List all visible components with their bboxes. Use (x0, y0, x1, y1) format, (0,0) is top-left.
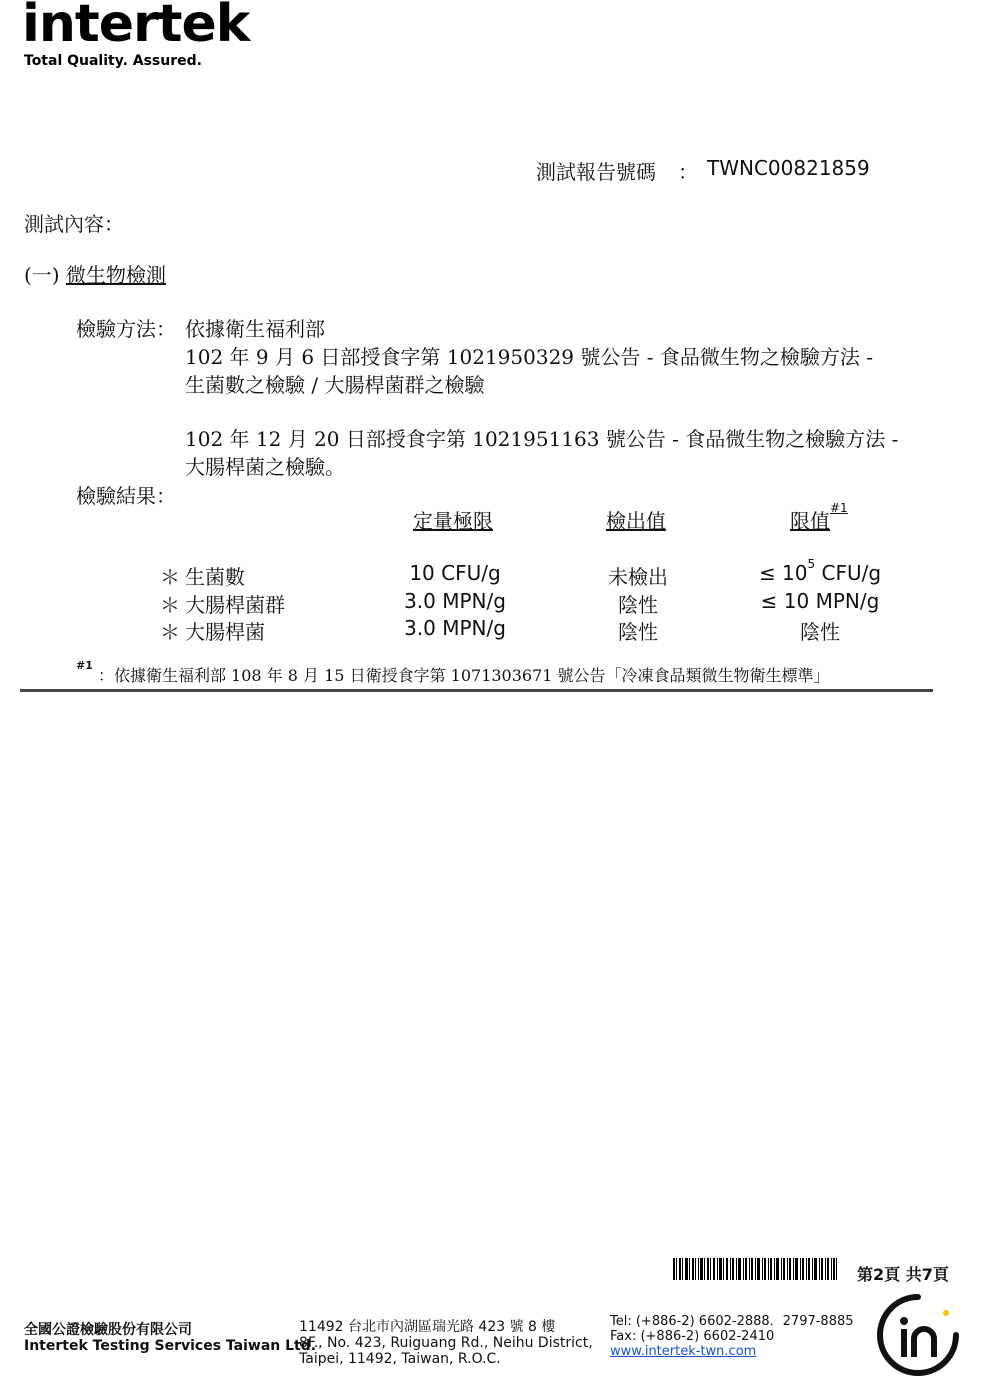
footnote-mark: #1 (76, 659, 93, 672)
row-limit (740, 557, 900, 585)
method-line: 102 年 9 月 6 日部授食字第 1021950329 號公告 - 食品微生物之檢驗方法 - (185, 345, 873, 369)
intertek-logo: intertek (22, 0, 250, 54)
website-link[interactable]: www.intertek-twn.com (610, 1344, 757, 1359)
barcode-icon (673, 1258, 837, 1280)
footnote (76, 659, 830, 686)
intertek-circle-logo-icon (874, 1291, 962, 1379)
row-item: 生菌數 (185, 565, 245, 589)
company-name-en: Intertek Testing Services Taiwan Ltd. (24, 1338, 317, 1354)
report-number-colon: ： (678, 160, 698, 184)
row-limit-suffix: CFU/g (815, 561, 882, 585)
row-limit-exponent: 5 (807, 557, 816, 571)
row-limit (740, 589, 900, 613)
section-heading (24, 259, 166, 288)
row-loq: 3.0 MPN/g (404, 589, 506, 613)
report-number-label: 測試報告號碼 (536, 160, 656, 184)
address-line: 8F., No. 423, Ruiguang Rd., Neihu District, (299, 1335, 593, 1351)
method-label: 檢驗方法： (76, 317, 176, 341)
method-line: 102 年 12 月 20 日部授食字第 1021951163 號公告 - 食品微生物之檢驗方法 - (185, 427, 899, 451)
header-loq: 定量極限 (413, 509, 493, 533)
test-content-label: 測試內容： (24, 212, 124, 236)
row-limit (740, 616, 900, 645)
tel-text: Tel: (+886-2) 6602-2888．2797-8885 (610, 1314, 854, 1329)
row-item: 大腸桿菌 (185, 620, 265, 644)
result-label: 檢驗結果： (76, 484, 176, 508)
row-loq: 3.0 MPN/g (404, 616, 506, 640)
row-limit-prefix: ≤ 10 (758, 561, 808, 585)
company-name-zh: 全國公證檢驗股份有限公司 (24, 1322, 192, 1338)
method-line: 大腸桿菌之檢驗。 (185, 455, 345, 479)
method-line: 生菌數之檢驗 / 大腸桿菌群之檢驗 (185, 373, 485, 397)
row-detected: 未檢出 (608, 565, 668, 589)
header-limit-note: #1 (830, 501, 848, 515)
report-number-value: TWNC00821859 (707, 156, 870, 180)
logo-tagline: Total Quality. Assured. (24, 53, 202, 69)
section-prefix: (一) (24, 263, 60, 287)
row-marker: ＊ (160, 620, 180, 644)
row-detected: 陰性 (618, 593, 658, 617)
row-detected: 陰性 (618, 620, 658, 644)
divider-line (20, 689, 933, 692)
company-address (299, 1319, 593, 1367)
row-marker: ＊ (160, 565, 180, 589)
section-title: 微生物檢測 (65, 263, 166, 287)
row-limit-prefix: ≤ 10 MPN/g (760, 589, 880, 613)
header-detected: 檢出值 (606, 509, 666, 533)
page-number: 第2頁 共7頁 (857, 1265, 949, 1284)
header-limit (790, 501, 848, 534)
fax-text: Fax: (+886-2) 6602-2410 (610, 1329, 775, 1344)
row-marker: ＊ (160, 593, 180, 617)
address-line: 11492 台北市內湖區瑞光路 423 號 8 樓 (299, 1319, 556, 1335)
row-limit-prefix: 陰性 (800, 620, 840, 644)
method-line: 依據衛生福利部 (185, 317, 325, 341)
header-limit-text: 限值 (790, 509, 830, 533)
footnote-text: ：依據衛生福利部 108 年 8 月 15 日衛授食字第 1071303671 號公告「冷凍食品類微生物衛生標準」 (97, 666, 830, 685)
row-loq: 10 CFU/g (409, 561, 501, 585)
address-line: Taipei, 11492, Taiwan, R.O.C. (299, 1351, 501, 1367)
contact-info (610, 1314, 854, 1359)
row-item: 大腸桿菌群 (185, 593, 285, 617)
